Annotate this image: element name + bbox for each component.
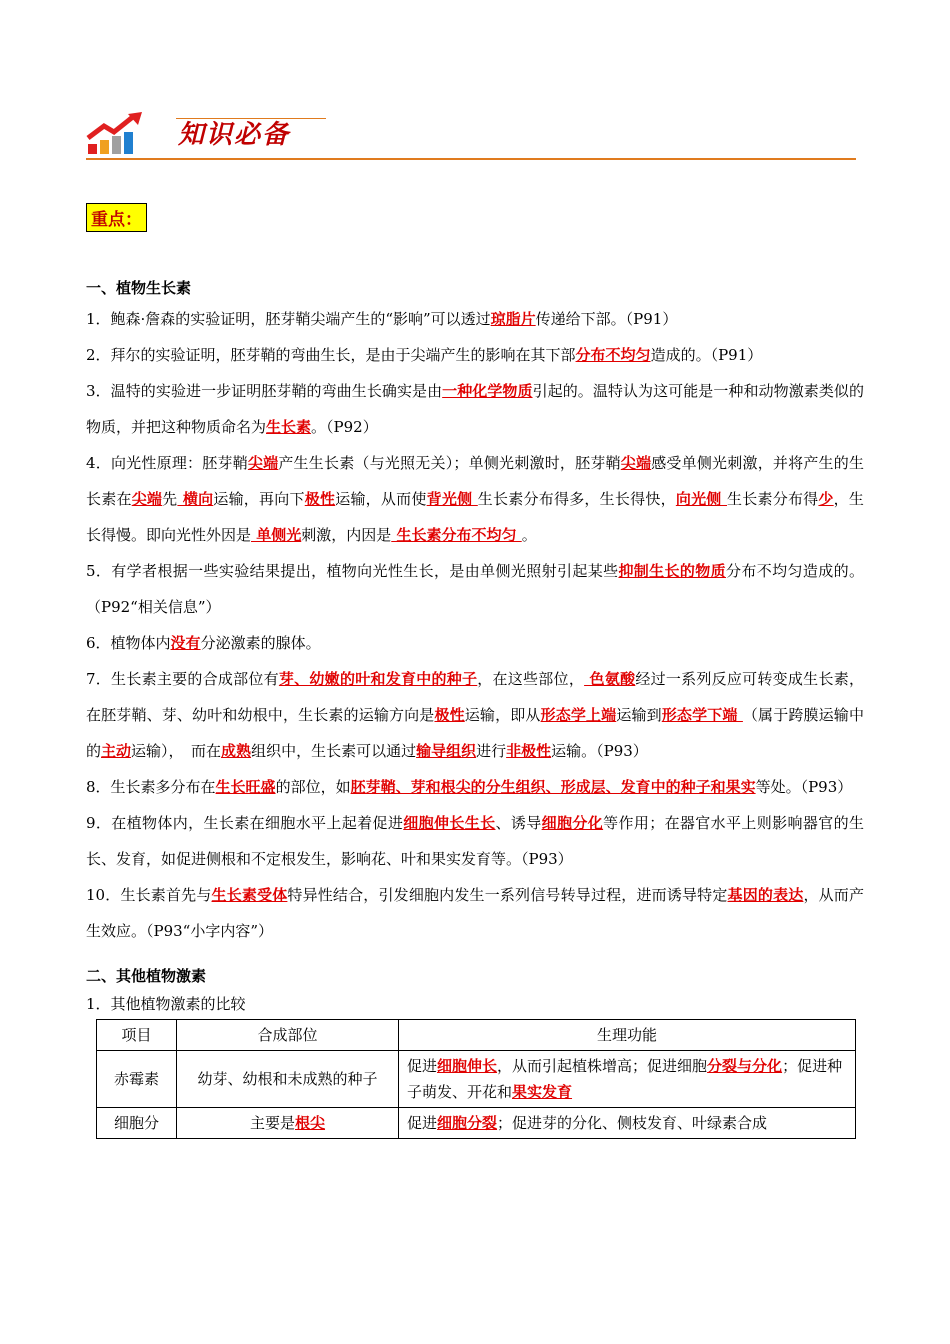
text-run: 3．温特的实验进一步证明胚芽鞘的弯曲生长确实是由	[86, 382, 443, 400]
table-header: 生理功能	[399, 1020, 856, 1051]
answer-blank: 生长素分布不均匀	[391, 526, 522, 544]
answer-blank: 成熟	[221, 742, 252, 760]
answer-blank: 基因的表达	[727, 886, 804, 904]
text-run: 9．在植物体内，生长素在细胞水平上起着促进	[86, 814, 404, 832]
section-heading: 一、植物生长素	[86, 279, 192, 297]
document-header	[86, 112, 856, 162]
text-run: ，从而引起植株增高；促进细胞	[497, 1057, 708, 1075]
list-item	[86, 805, 864, 877]
answer-blank: 胚芽鞘、芽和根尖的分生组织、形成层、发育中的种子和果实	[350, 778, 756, 796]
rising-bar-chart-icon	[86, 112, 156, 156]
list-item	[86, 373, 864, 445]
answer-blank: 形态学上端	[540, 706, 617, 724]
section-heading: 二、其他植物激素	[86, 967, 207, 985]
text-run: 分布不均匀造成的。（P92“相关信息”）	[86, 562, 864, 616]
table-header: 项目	[97, 1020, 177, 1051]
table-row	[97, 1051, 856, 1108]
text-run: 运输，即从	[464, 706, 541, 724]
text-run: 刺激，内因是	[301, 526, 392, 544]
key-points-label: 重点：	[86, 203, 147, 232]
list-item	[86, 877, 864, 949]
text-run: 4．向光性原理：胚芽鞘	[86, 454, 248, 472]
answer-blank: 色氨酸	[584, 670, 636, 688]
answer-blank: 一种化学物质	[442, 382, 533, 400]
list-item: 1．其他植物激素的比较	[86, 995, 246, 1013]
table-cell-name: 细胞分	[97, 1108, 177, 1139]
answer-blank: 尖端	[620, 454, 652, 472]
section-items	[86, 301, 864, 949]
text-run: 促进	[407, 1114, 438, 1132]
text-run: 先	[162, 490, 178, 508]
table-row	[97, 1108, 856, 1139]
text-run: 的部位，如	[275, 778, 351, 796]
answer-blank: 果实发育	[512, 1083, 573, 1101]
text-run: 1．鲍森·詹森的实验证明，胚芽鞘尖端产生的“影响”可以透过	[86, 310, 491, 328]
text-run: 6．植物体内	[86, 634, 171, 652]
text-run: 、诱导	[495, 814, 542, 832]
text-run: 运输到	[616, 706, 662, 724]
answer-blank: 细胞伸长	[437, 1057, 498, 1075]
text-run: 等作用；在器官水平上则影响器官的生长、发育，如促进侧根和不定根发生，影响花、叶和果实发育等。（P93）	[86, 814, 864, 868]
answer-blank: 极性	[304, 490, 336, 508]
hormone-comparison-table	[96, 1019, 856, 1139]
text-run: ，从而产生效应。（P93“小字内容”）	[86, 886, 864, 940]
table-cell-function	[399, 1051, 856, 1108]
text-run: 等处。（P93）	[755, 778, 853, 796]
list-item	[86, 445, 864, 553]
text-run: 分泌激素的腺体。	[200, 634, 321, 652]
list-item	[86, 301, 864, 337]
text-run: 造成的。（P91）	[650, 346, 763, 364]
answer-blank: 细胞分裂	[437, 1114, 498, 1132]
list-item	[86, 661, 864, 769]
answer-blank: 形态学下端	[661, 706, 743, 724]
answer-blank: 横向	[177, 490, 214, 508]
answer-blank: 背光侧	[426, 490, 478, 508]
text-run: 传递给下部。（P91）	[535, 310, 678, 328]
answer-blank: 细胞伸长生长	[403, 814, 496, 832]
answer-blank: 生长素	[266, 418, 312, 436]
list-item	[86, 337, 864, 373]
text-run: 运输，从而使	[335, 490, 427, 508]
text-run: 运输）， 而在	[131, 742, 222, 760]
table-cell-function	[399, 1108, 856, 1139]
text-run: 。（P92）	[311, 418, 378, 436]
answer-blank: 分布不均匀	[575, 346, 651, 364]
text-run: 感受单侧光刺激，并将产生的生长素在	[86, 454, 864, 508]
text-run: 引起的。温特认为这可能是一种和动物激素类似的物质，并把这种物质命名为	[86, 382, 864, 436]
text-run: 5．有学者根据一些实验结果提出，植物向光性生长，是由单侧光照射引起某些	[86, 562, 619, 580]
text-run: 组织中，生长素可以通过	[251, 742, 417, 760]
answer-blank: 根尖	[295, 1114, 326, 1132]
answer-blank: 少	[818, 490, 834, 508]
answer-blank: 琼脂片	[490, 310, 536, 328]
answer-blank: 向光侧	[675, 490, 728, 508]
header-rule	[86, 158, 856, 160]
main-content	[86, 275, 864, 1139]
answer-blank: 生长旺盛	[215, 778, 276, 796]
answer-blank: 分裂与分化	[707, 1057, 783, 1075]
text-run: 2．拜尔的实验证明，胚芽鞘的弯曲生长，是由于尖端产生的影响在其下部	[86, 346, 576, 364]
answer-blank: 主动	[101, 742, 132, 760]
text-run: 促进	[407, 1057, 438, 1075]
text-run: 8．生长素多分布在	[86, 778, 216, 796]
text-run: 运输。（P93）	[551, 742, 648, 760]
answer-blank: 单侧光	[251, 526, 302, 544]
section-title: 知识必备	[178, 120, 291, 150]
answer-blank: 极性	[434, 706, 465, 724]
text-run: 10．生长素首先与	[86, 886, 212, 904]
table-cell-site	[177, 1051, 399, 1108]
list-item	[86, 625, 864, 661]
text-run: 主要是	[249, 1114, 295, 1132]
text-run: 特异性结合，引发细胞内发生一系列信号转导过程，进而诱导特定	[287, 886, 728, 904]
answer-blank: 尖端	[131, 490, 163, 508]
table-header: 合成部位	[177, 1020, 399, 1051]
text-run: （属于跨膜运输中的	[86, 706, 864, 760]
table-cell-site	[177, 1108, 399, 1139]
text-run: ，生长得慢。即向光性外因是	[86, 490, 864, 544]
text-run: 运输，再向下	[213, 490, 305, 508]
answer-blank: 细胞分化	[541, 814, 604, 832]
table-cell-name: 赤霉素	[97, 1051, 177, 1108]
text-run: 幼芽、幼根和未成熟的种子	[197, 1070, 378, 1088]
text-run: 进行	[476, 742, 507, 760]
list-item	[86, 553, 864, 625]
list-item	[86, 769, 864, 805]
text-run: 7．生长素主要的合成部位有	[86, 670, 279, 688]
answer-blank: 尖端	[247, 454, 279, 472]
answer-blank: 输导组织	[416, 742, 477, 760]
text-run: 经过一系列反应可转变成生长素，在胚芽鞘、芽、幼叶和幼根中，生长素的运输方向是	[86, 670, 864, 724]
table-header-row	[97, 1020, 856, 1051]
text-run: ；促进芽的分化、侧枝发育、叶绿素合成	[497, 1114, 768, 1132]
answer-blank: 没有	[170, 634, 201, 652]
answer-blank: 生长素受体	[211, 886, 288, 904]
text-run: 生长素分布得多，生长得快，	[477, 490, 676, 508]
text-run: 。	[521, 526, 537, 544]
text-run: 产生生长素（与光照无关）；单侧光刺激时，胚芽鞘	[278, 454, 621, 472]
text-run: ；促进种子萌发、开花和	[407, 1057, 843, 1101]
answer-blank: 抑制生长的物质	[618, 562, 727, 580]
text-run: 生长素分布得	[727, 490, 819, 508]
answer-blank: 非极性	[506, 742, 552, 760]
answer-blank: 芽、幼嫩的叶和发育中的种子	[278, 670, 478, 688]
text-run: ，在这些部位，	[477, 670, 585, 688]
